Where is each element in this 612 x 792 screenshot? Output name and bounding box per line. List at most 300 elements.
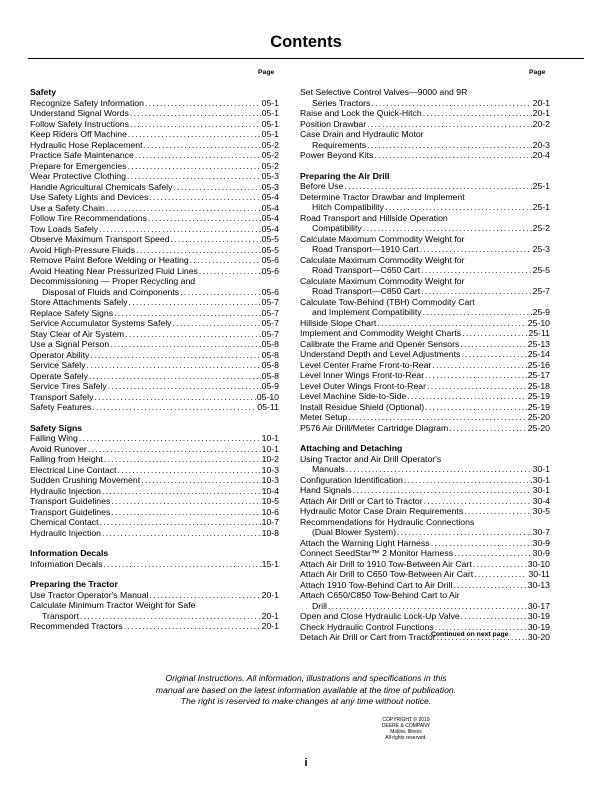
toc-entry-title[interactable]: Drill — [312, 600, 327, 611]
toc-entry[interactable] — [30, 371, 279, 382]
toc-entry-title[interactable]: Use Tractor Operator's Manual — [30, 589, 149, 600]
toc-entry-page[interactable]: 30-5 — [532, 506, 550, 516]
toc-entry-page[interactable]: 20-1 — [532, 108, 550, 118]
toc-entry-page[interactable]: 05-5 — [261, 244, 279, 255]
toc-entry[interactable] — [300, 622, 550, 633]
toc-entry-title[interactable]: Road Transport—C850 Cart — [312, 286, 421, 296]
toc-entry-page[interactable]: 05-4 — [261, 213, 279, 223]
toc-entry-page[interactable]: 30-7 — [532, 527, 550, 537]
toc-entry[interactable] — [30, 360, 279, 371]
toc-entry-page[interactable]: 05-5 — [261, 234, 279, 244]
toc-entry-page[interactable]: 30-17 — [527, 600, 550, 611]
dot-leader — [92, 402, 256, 413]
toc-entry-title-line[interactable]: Road Transport and Hillside Operation — [300, 212, 448, 223]
toc-entry-page[interactable]: 05-11 — [257, 402, 279, 412]
toc-entry-title[interactable]: Operate Safely — [30, 370, 88, 381]
toc-entry-title[interactable]: Avoid High-Pressure Fluids — [30, 244, 136, 255]
toc-entry[interactable] — [300, 181, 550, 192]
toc-entry-title[interactable]: Replace Safety Signs — [30, 307, 114, 318]
toc-entry-title[interactable]: and Implement Compatibility — [312, 307, 422, 317]
toc-entry-title[interactable]: P576 Air Drill/Meter Cartridge Diagram — [300, 422, 449, 433]
toc-entry[interactable] — [30, 590, 279, 601]
section-heading: Safety — [30, 87, 57, 97]
toc-entry[interactable] — [300, 202, 550, 213]
toc-entry-page[interactable]: 30-1 — [532, 464, 550, 474]
dot-leader — [421, 286, 531, 297]
toc-entry[interactable] — [30, 182, 279, 193]
toc-entry[interactable] — [300, 339, 550, 350]
toc-entry-page[interactable]: 25-5 — [532, 265, 550, 275]
toc-entry[interactable] — [300, 265, 550, 276]
toc-entry-page[interactable]: 20-1 — [261, 621, 279, 631]
toc-entry-page[interactable]: 05-6 — [261, 265, 279, 276]
toc-entry[interactable] — [300, 140, 550, 151]
toc-entry[interactable] — [30, 98, 279, 109]
toc-entry-page[interactable]: 20-1 — [261, 589, 279, 600]
toc-entry[interactable] — [300, 108, 550, 119]
toc-entry-page[interactable]: 10-3 — [261, 464, 279, 475]
toc-entry-page[interactable]: 30-19 — [527, 621, 550, 632]
toc-entry-title[interactable]: Transport Safely — [30, 391, 94, 402]
dot-leader — [473, 559, 527, 570]
toc-entry-page[interactable]: 25-2 — [532, 223, 550, 233]
toc-entry-title[interactable]: Transport — [42, 610, 79, 621]
toc-entry-title-line[interactable]: Calculate Minimum Tractor Weight for Safe — [30, 600, 196, 610]
toc-entry[interactable] — [30, 402, 279, 413]
dot-leader — [100, 517, 261, 528]
toc-entry-page[interactable]: 10-7 — [261, 517, 279, 527]
toc-entry[interactable] — [30, 329, 279, 340]
toc-entry-title[interactable]: Connect SeedStar™ 2 Monitor Harness — [300, 548, 454, 558]
toc-entry[interactable] — [30, 559, 279, 570]
toc-entry-title[interactable]: Compatibility — [312, 223, 362, 233]
dot-leader — [90, 350, 260, 361]
dot-leader — [397, 527, 532, 538]
toc-entry-title[interactable]: Before Use — [300, 181, 344, 191]
toc-entry[interactable] — [30, 496, 279, 507]
toc-entry[interactable] — [30, 255, 279, 266]
dot-leader — [172, 318, 260, 329]
toc-entry-title[interactable]: Attach the Warning Light Harness — [300, 537, 430, 548]
toc-entry-page[interactable]: 10-1 — [261, 443, 279, 454]
toc-entry-page[interactable]: 30-9 — [532, 548, 550, 558]
toc-entry-page[interactable]: 05-4 — [261, 202, 279, 213]
toc-section — [30, 423, 279, 539]
toc-entry-title-line[interactable]: Calculate Maximum Commodity Weight for — [300, 254, 465, 265]
toc-entry-title[interactable]: Power Beyond Kits — [300, 150, 374, 160]
toc-entry-title[interactable]: Use a Signal Person — [30, 339, 110, 349]
toc-entry[interactable] — [300, 559, 550, 570]
toc-entry-title[interactable]: Service Accumulator Systems Safely — [30, 318, 172, 328]
toc-entry-title[interactable]: (Dual Blower System) — [312, 527, 396, 537]
dot-leader — [148, 213, 261, 224]
toc-entry-page[interactable]: 05-1 — [261, 108, 279, 118]
toc-entry[interactable] — [30, 621, 279, 632]
toc-entry-page[interactable]: 25-14 — [527, 349, 550, 359]
toc-entry-page[interactable]: 20-3 — [532, 139, 550, 150]
dot-leader — [464, 506, 531, 517]
toc-entry[interactable] — [30, 287, 279, 298]
toc-entry-page[interactable]: 25-18 — [527, 380, 550, 391]
toc-entry[interactable] — [300, 412, 550, 423]
toc-entry[interactable] — [300, 611, 550, 622]
toc-entry-page[interactable]: 05-7 — [261, 297, 279, 307]
toc-entry-title[interactable]: Avoid Heating Near Pressurized Fluid Lines — [30, 265, 198, 276]
toc-entry[interactable] — [300, 328, 550, 339]
dot-leader — [128, 129, 261, 140]
toc-entry-title-line[interactable]: Calculate Maximum Commodity Weight for — [300, 233, 465, 244]
toc-entry-title[interactable]: Raise and Lock the Quick-Hitch — [300, 108, 422, 118]
toc-entry-page[interactable]: 30-20 — [527, 632, 550, 642]
dot-leader — [199, 266, 261, 277]
toc-entry-title[interactable]: Check Hydraulic Control Functions — [300, 621, 434, 632]
toc-entry-title[interactable]: Requirements — [312, 139, 367, 150]
toc-entry-title[interactable]: Avoid Runover — [30, 443, 87, 454]
toc-section — [30, 579, 279, 632]
toc-entry-page[interactable]: 05-1 — [261, 129, 279, 139]
dot-leader — [144, 140, 261, 151]
toc-entry[interactable] — [30, 297, 279, 308]
toc-entry-title[interactable]: Falling Wing — [30, 433, 78, 443]
toc-entry-title[interactable]: Hydraulic Hose Replacement — [30, 139, 143, 150]
toc-entry[interactable] — [300, 496, 550, 507]
toc-entry-page[interactable]: 05-4 — [261, 192, 279, 202]
toc-left-column — [30, 87, 279, 642]
toc-entry-page[interactable]: 25-17 — [527, 370, 550, 380]
toc-entry-title[interactable]: Road Transport—C650 Cart — [312, 265, 421, 275]
toc-entry-title[interactable]: Remove Paint Before Welding or Heating — [30, 255, 189, 265]
dot-leader — [328, 601, 527, 612]
dot-leader — [150, 590, 261, 601]
toc-entry-page[interactable]: 20-4 — [532, 150, 550, 160]
dot-leader — [367, 119, 531, 130]
toc-entry-title-line[interactable]: Using Tractor and Air Drill Operator's — [300, 453, 442, 464]
toc-entry-page[interactable]: 05-1 — [261, 118, 279, 129]
toc-entry[interactable] — [300, 423, 550, 434]
toc-section — [30, 548, 279, 569]
toc-entry[interactable] — [30, 108, 279, 119]
toc-entry-title[interactable]: Attach Air Drill to 1910 Tow-Between Air Cart — [300, 558, 472, 569]
toc-entry-page[interactable]: 05-3 — [261, 181, 279, 192]
toc-entry-title[interactable]: Hillside Slope Chart — [300, 317, 377, 328]
toc-entry-title[interactable]: Attach Air Drill to C650 Tow-Between Air Cart — [300, 569, 474, 579]
toc-entry[interactable] — [30, 381, 279, 392]
toc-entry-title-line[interactable]: Calculate Maximum Commodity Weight for — [300, 275, 465, 286]
toc-entry-title[interactable]: Handle Agricultural Chemicals Safely — [30, 181, 173, 192]
toc-entry[interactable] — [30, 266, 279, 277]
toc-entry[interactable] — [300, 548, 550, 559]
dot-leader — [114, 308, 261, 319]
toc-entry-page[interactable]: 05-9 — [261, 381, 279, 391]
toc-entry[interactable] — [30, 150, 279, 161]
toc-entry-title[interactable]: Safety Features — [30, 402, 92, 412]
toc-entry-title[interactable]: Detach Air Drill or Cart from Tractor — [300, 632, 436, 642]
toc-entry-page[interactable]: 05-2 — [261, 160, 279, 171]
toc-entry[interactable] — [300, 349, 550, 360]
toc-entry-page[interactable]: 05-8 — [261, 339, 279, 349]
toc-entry-title-line[interactable]: Determine Tractor Drawbar and Implement — [300, 191, 465, 202]
toc-entry-title[interactable]: Keep Riders Off Machine — [30, 129, 127, 139]
toc-entry-title[interactable]: Operator Ability — [30, 349, 90, 360]
toc-entry[interactable] — [300, 307, 550, 318]
dot-leader — [111, 507, 260, 518]
copyright-line: All rights reserved. — [385, 735, 427, 741]
toc-entry-title[interactable]: Attach 1910 Tow-Behind Cart to Air Drill — [300, 579, 453, 590]
toc-entry-title[interactable]: Hitch Compatibility — [312, 202, 384, 212]
toc-entry[interactable] — [30, 392, 279, 403]
toc-entry-page[interactable]: 05-6 — [261, 286, 279, 297]
toc-entry-title-line[interactable]: Decommissioning — Proper Recycling and — [30, 276, 196, 286]
toc-entry-title[interactable]: Information Decals — [30, 558, 103, 569]
toc-entry-title[interactable]: Level Outer Wings Front-to-Rear — [300, 380, 427, 391]
toc-entry-page[interactable]: 05-8 — [261, 349, 279, 360]
toc-entry-page[interactable]: 10-1 — [261, 433, 279, 443]
dot-leader — [432, 360, 526, 371]
toc-entry-title[interactable]: Calibrate the Frame and Opener Sensors — [300, 338, 460, 349]
copyright-line: COPYRIGHT © 2019 — [382, 717, 430, 723]
toc-entry[interactable] — [300, 360, 550, 371]
toc-entry[interactable] — [30, 119, 279, 130]
toc-entry[interactable] — [30, 350, 279, 361]
toc-entry[interactable] — [300, 150, 550, 161]
toc-entry[interactable] — [300, 506, 550, 517]
toc-entry[interactable] — [300, 286, 550, 297]
toc-entry[interactable] — [30, 318, 279, 329]
toc-entry-title[interactable]: Prepare for Emergencies — [30, 160, 127, 171]
toc-entry-page[interactable]: 25-7 — [532, 286, 550, 296]
toc-entry-page[interactable]: 25-10 — [527, 317, 550, 328]
toc-entry[interactable] — [30, 454, 279, 465]
toc-entry[interactable] — [30, 611, 279, 622]
toc-entry-page[interactable]: 05-6 — [261, 255, 279, 265]
toc-entry[interactable] — [300, 381, 550, 392]
toc-entry-page[interactable]: 25-1 — [532, 202, 550, 212]
toc-entry-title[interactable]: Chemical Contact — [30, 517, 99, 527]
toc-entry-title[interactable]: Electrical Line Contact — [30, 464, 117, 475]
dot-leader — [130, 108, 261, 119]
dot-leader — [367, 140, 532, 151]
toc-entry-title-line[interactable]: Recommendations for Hydraulic Connections — [300, 516, 475, 527]
toc-entry-page[interactable]: 25-1 — [532, 181, 550, 191]
toc-entry-page[interactable]: 05-1 — [261, 97, 279, 108]
toc-entry-title[interactable]: Follow Safety Instructions — [30, 118, 129, 129]
toc-entry-title[interactable]: Series Tractors — [312, 97, 371, 108]
toc-entry-title[interactable]: Falling from Height — [30, 454, 103, 464]
toc-entry[interactable] — [30, 507, 279, 518]
toc-entry[interactable] — [30, 245, 279, 256]
toc-entry[interactable] — [300, 391, 550, 402]
toc-entry[interactable] — [30, 203, 279, 214]
dot-leader — [125, 329, 260, 340]
toc-entry-page[interactable]: 20-2 — [532, 118, 550, 129]
toc-entry-page[interactable]: 05-8 — [261, 360, 279, 370]
toc-entry-page[interactable]: 05-7 — [261, 318, 279, 328]
toc-entry[interactable] — [30, 140, 279, 151]
toc-entry-page[interactable]: 05-8 — [261, 370, 279, 381]
toc-entry-page[interactable]: 05-2 — [261, 139, 279, 150]
toc-entry[interactable] — [30, 465, 279, 476]
toc-entry-title[interactable]: Understand Depth and Level Adjustments — [300, 349, 461, 359]
dot-leader — [348, 412, 526, 423]
dot-leader — [127, 171, 261, 182]
toc-entry[interactable] — [300, 318, 550, 329]
toc-entry[interactable] — [300, 402, 550, 413]
toc-entry-title[interactable]: Hydraulic Motor Case Drain Requirements — [300, 506, 464, 516]
dot-leader — [424, 496, 532, 507]
continued-note: Continued on next page — [431, 631, 509, 638]
dot-leader — [99, 224, 261, 235]
dot-leader — [461, 349, 526, 360]
toc-entry-page[interactable]: 05-2 — [261, 150, 279, 160]
dot-leader — [420, 244, 532, 255]
toc-entry[interactable] — [30, 224, 279, 235]
toc-entry-title[interactable]: Meter Setup — [300, 412, 348, 422]
toc-entry-title[interactable]: Tow Loads Safely — [30, 223, 99, 234]
toc-entry-title[interactable]: Use a Safety Chain — [30, 202, 105, 213]
toc-entry-page[interactable]: 05-10 — [256, 391, 279, 402]
section-heading: Safety Signs — [30, 422, 83, 433]
toc-entry-page[interactable]: 20-1 — [261, 610, 279, 621]
toc-entry-page[interactable]: 30-19 — [527, 611, 550, 621]
toc-entry-page[interactable]: 25-19 — [527, 401, 550, 412]
toc-entry-title[interactable]: Transport Guidelines — [30, 506, 111, 517]
toc-entry-title-line[interactable]: Calculate Tow-Behind (TBH) Commodity Cart — [300, 296, 475, 307]
toc-entry-title[interactable]: Service Tires Safely — [30, 381, 107, 391]
toc-entry-page[interactable]: 25-20 — [527, 412, 550, 422]
toc-entry-title[interactable]: Disposal of Fluids and Components — [42, 286, 180, 297]
dot-leader — [136, 245, 261, 256]
toc-entry-title[interactable]: Level Center Frame Front-to-Rear — [300, 359, 432, 370]
toc-entry-title[interactable]: Attach Air Drill or Cart to Tractor — [300, 495, 423, 506]
toc-entry-title[interactable]: Install Residue Shield (Optional) — [300, 401, 425, 412]
toc-entry-page[interactable]: 25-19 — [527, 391, 550, 401]
toc-entry-page[interactable]: 10-3 — [261, 475, 279, 485]
toc-entry-title[interactable]: Use Safety Lights and Devices — [30, 192, 149, 202]
toc-entry-page[interactable]: 05-3 — [261, 171, 279, 181]
toc-entry[interactable] — [300, 98, 550, 109]
toc-entry-page[interactable]: 05-7 — [261, 307, 279, 318]
toc-entry-page[interactable]: 30-9 — [532, 537, 550, 548]
toc-entry[interactable] — [30, 192, 279, 203]
toc-entry[interactable] — [300, 538, 550, 549]
toc-entry-title[interactable]: Service Safely — [30, 360, 86, 370]
toc-entry-title[interactable]: Hand Signals — [300, 485, 352, 495]
toc-entry[interactable] — [300, 601, 550, 612]
toc-entry-page[interactable]: 20-1 — [532, 97, 550, 108]
toc-entry-page[interactable]: 25-3 — [532, 244, 550, 254]
toc-entry-page[interactable]: 10-8 — [261, 527, 279, 538]
toc-entry-page[interactable]: 25-20 — [527, 422, 550, 433]
toc-entry-title-line[interactable]: Attach C650/C850 Tow-Behind Cart to Air — [300, 590, 460, 600]
toc-entry-page[interactable]: 30-10 — [527, 558, 550, 569]
toc-entry[interactable] — [30, 234, 279, 245]
toc-entry[interactable] — [30, 129, 279, 140]
toc-entry-page[interactable]: 25-9 — [532, 307, 550, 317]
toc-entry-page[interactable]: 30-13 — [527, 579, 550, 590]
toc-entry-title[interactable]: Level Inner Wings Front-to-Rear — [300, 370, 425, 380]
toc-entry-page[interactable]: 25-16 — [527, 359, 550, 370]
toc-section — [30, 87, 279, 413]
toc-entry[interactable] — [30, 213, 279, 224]
toc-entry[interactable] — [30, 308, 279, 319]
toc-entry[interactable] — [300, 580, 550, 591]
toc-entry-page[interactable]: 10-6 — [261, 506, 279, 517]
toc-entry-page[interactable]: 10-5 — [261, 496, 279, 506]
toc-entry-title[interactable]: Road Transport—1910 Cart — [312, 244, 419, 254]
toc-entry-title[interactable]: Observe Maximum Transport Speed — [30, 234, 170, 244]
toc-entry[interactable] — [300, 632, 550, 643]
toc-entry-title[interactable]: Hydraulic Injection — [30, 527, 101, 538]
toc-entry[interactable] — [30, 444, 279, 455]
toc-entry[interactable] — [30, 171, 279, 182]
toc-entry-page[interactable]: 05-4 — [261, 223, 279, 234]
toc-entry-page[interactable]: 25-13 — [527, 338, 550, 349]
toc-entry[interactable] — [300, 464, 550, 475]
toc-entry[interactable] — [300, 569, 550, 580]
toc-entry[interactable] — [30, 528, 279, 539]
toc-entry-title-line[interactable]: Set Selective Control Valves—9000 and 9R — [300, 87, 468, 97]
toc-entry[interactable] — [30, 486, 279, 497]
toc-entry-title[interactable]: Open and Close Hydraulic Lock-Up Valve — [300, 611, 460, 621]
toc-entry-title[interactable]: Sudden Crushing Movement — [30, 475, 141, 485]
dot-leader — [404, 475, 532, 486]
toc-entry-page[interactable]: 30-1 — [532, 474, 550, 485]
page-column-header-left: Page — [258, 69, 275, 76]
toc-entry[interactable] — [30, 517, 279, 528]
toc-entry[interactable] — [30, 433, 279, 444]
toc-entry-title[interactable]: Store Attachments Safely — [30, 297, 128, 307]
toc-entry-title[interactable]: Implement and Commodity Weight Charts — [300, 328, 462, 338]
toc-entry-title[interactable]: Recommended Tractors — [30, 621, 123, 631]
dot-leader — [431, 538, 532, 549]
toc-entry-title[interactable]: Follow Tire Recommendations — [30, 213, 147, 223]
toc-entry-page[interactable]: 30-11 — [528, 569, 550, 579]
toc-entry[interactable] — [30, 161, 279, 172]
toc-entry[interactable] — [300, 485, 550, 496]
toc-entry-title[interactable]: Hydraulic Injection — [30, 485, 101, 496]
dot-leader — [94, 392, 255, 403]
toc-entry[interactable] — [300, 223, 550, 234]
toc-entry[interactable] — [300, 244, 550, 255]
toc-entry-page[interactable]: 15-1 — [261, 558, 279, 569]
toc-entry-title[interactable]: Practice Safe Maintenance — [30, 150, 134, 160]
toc-entry-title[interactable]: Transport Guidelines — [30, 496, 111, 506]
dot-leader — [102, 528, 261, 539]
toc-entry-title[interactable]: Level Machine Side-to-Side — [300, 391, 407, 401]
toc-entry-title[interactable]: Understand Signal Words — [30, 108, 129, 118]
toc-entry[interactable] — [30, 475, 279, 486]
toc-entry[interactable] — [30, 339, 279, 350]
toc-entry-page[interactable]: 05-7 — [261, 328, 279, 339]
toc-entry[interactable] — [300, 475, 550, 486]
toc-entry-title[interactable]: Manuals — [312, 464, 345, 474]
toc-entry-title[interactable]: Position Drawbar — [300, 118, 367, 129]
toc-entry-page[interactable]: 30-4 — [532, 495, 550, 506]
toc-entry[interactable] — [300, 527, 550, 538]
toc-entry[interactable] — [300, 370, 550, 381]
toc-entry-title[interactable]: Recognize Safety Information — [30, 97, 144, 108]
toc-entry-title-line[interactable]: Case Drain and Hydraulic Motor — [300, 129, 424, 139]
toc-entry-page[interactable]: 10-2 — [261, 454, 279, 464]
toc-entry[interactable] — [300, 119, 550, 130]
dot-leader — [461, 611, 527, 622]
toc-entry-page[interactable]: 30-1 — [532, 485, 550, 495]
toc-entry-page[interactable]: 10-4 — [261, 485, 279, 496]
toc-entry-title[interactable]: Wear Protective Clothing — [30, 171, 126, 181]
toc-entry-page[interactable]: 25-11 — [528, 328, 550, 338]
toc-entry-title[interactable]: Configuration Identification — [300, 474, 403, 485]
toc-entry-title[interactable]: Stay Clear of Air System — [30, 328, 125, 339]
